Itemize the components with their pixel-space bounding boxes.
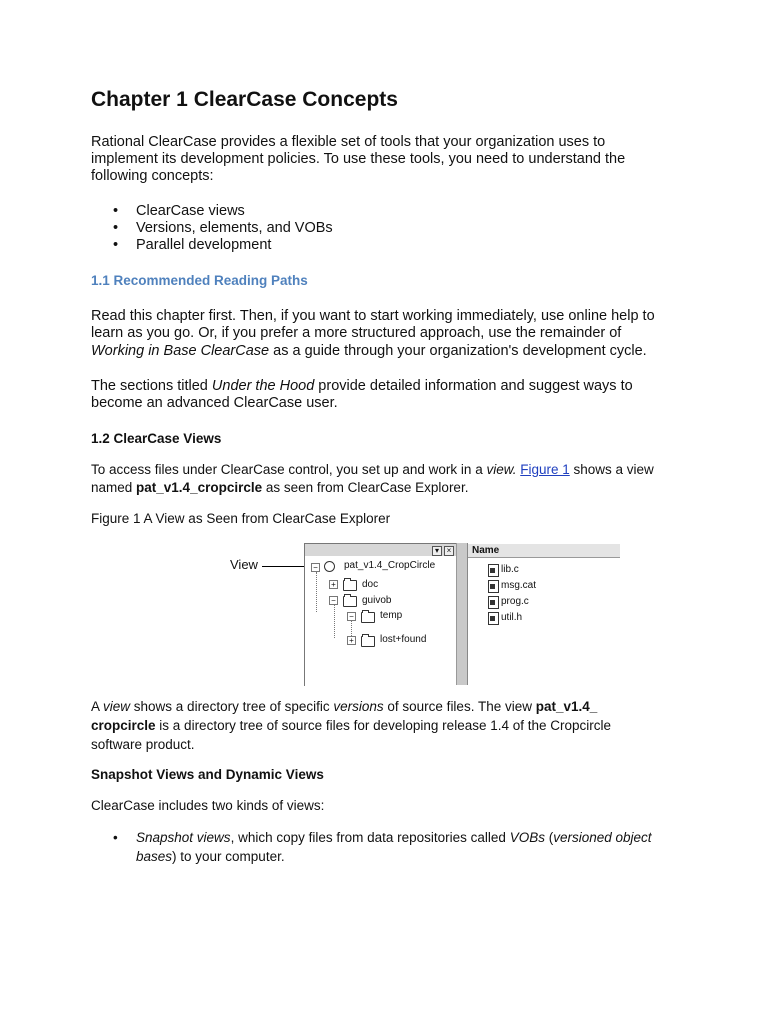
tree-item-lost-found[interactable]: lost+found <box>380 634 427 645</box>
tree-item-temp[interactable]: temp <box>380 610 403 621</box>
reading-paragraph-line-3: Working in Base ClearCase as a guide through your organization's development cycle. <box>91 343 647 359</box>
file-icon <box>488 580 499 593</box>
list-item: • Parallel development <box>91 237 333 254</box>
view-callout-label: View <box>230 557 258 572</box>
folder-icon <box>343 580 357 591</box>
chapter-title: Chapter 1 ClearCase Concepts <box>91 88 398 111</box>
list-item: • Versions, elements, and VOBs <box>91 220 333 237</box>
dropdown-icon[interactable]: ▾ <box>432 546 442 556</box>
snapshot-intro: ClearCase includes two kinds of views: <box>91 798 325 813</box>
view-desc-line-3: software product. <box>91 737 195 752</box>
file-icon <box>488 564 499 577</box>
snapshot-heading: Snapshot Views and Dynamic Views <box>91 767 324 782</box>
collapse-icon[interactable]: − <box>347 612 356 621</box>
collapse-icon[interactable]: − <box>311 563 320 572</box>
intro-line-3: following concepts: <box>91 168 214 184</box>
view-desc-line-2: cropcircle is a directory tree of source files for developing release 1.4 of the Cropcircle <box>91 718 612 733</box>
view-kinds-list <box>91 828 652 866</box>
hood-paragraph-line-1: The sections titled Under the Hood provide detailed information and suggest ways to <box>91 378 633 394</box>
folder-icon <box>361 636 375 647</box>
tree-item-view-root[interactable]: pat_v1.4_CropCircle <box>344 560 436 571</box>
reading-paragraph-line-1: Read this chapter first. Then, if you want to start working immediately, use online help to <box>91 308 655 324</box>
file-item[interactable]: prog.c <box>501 596 529 607</box>
concepts-list <box>91 203 333 254</box>
views-paragraph-line-2: named pat_v1.4_cropcircle as seen from ClearCase Explorer. <box>91 480 469 495</box>
expand-icon[interactable]: + <box>329 580 338 589</box>
reading-paragraph-line-2: learn as you go. Or, if you prefer a more structured approach, use the remainder of <box>91 325 622 341</box>
folder-icon <box>343 596 357 607</box>
file-item[interactable]: lib.c <box>501 564 519 575</box>
file-icon <box>488 612 499 625</box>
intro-line-2: implement its development policies. To use these tools, you need to understand the <box>91 151 626 167</box>
callout-line <box>262 566 308 567</box>
view-icon <box>324 561 335 572</box>
list-item: • Snapshot views, which copy files from data repositories called VOBs (versioned object <box>91 828 652 847</box>
name-column-header[interactable]: Name <box>468 544 620 558</box>
section-heading-1-1: 1.1 Recommended Reading Paths <box>91 273 308 288</box>
tree-line <box>316 572 317 612</box>
hood-italic: Under the Hood <box>211 378 315 394</box>
list-item-continuation: bases) to your computer. <box>136 849 285 864</box>
view-desc-line-1: A view shows a directory tree of specific versions of source files. The view pat_v1.4_ <box>91 699 598 714</box>
close-icon[interactable]: × <box>444 546 454 556</box>
figure-1-link[interactable]: Figure 1 <box>520 462 570 477</box>
tree-line <box>334 604 335 638</box>
file-item[interactable]: msg.cat <box>501 580 537 591</box>
expand-icon[interactable]: + <box>347 636 356 645</box>
figure-caption: Figure 1 A View as Seen from ClearCase Explorer <box>91 511 391 526</box>
hood-paragraph-line-2: become an advanced ClearCase user. <box>91 395 338 411</box>
file-icon <box>488 596 499 609</box>
book-title: Working in Base ClearCase <box>91 343 270 359</box>
views-paragraph-line-1: To access files under ClearCase control, you set up and work in a view. Figure 1 shows a view <box>91 462 654 477</box>
section-heading-1-2: 1.2 ClearCase Views <box>91 431 222 446</box>
intro-line-1: Rational ClearCase provides a flexible set of tools that your organization uses to <box>91 134 606 150</box>
tree-item-doc[interactable]: doc <box>362 579 379 590</box>
file-item[interactable]: util.h <box>501 612 523 623</box>
folder-icon <box>361 612 375 623</box>
tree-item-guivob[interactable]: guivob <box>362 595 392 606</box>
collapse-icon[interactable]: − <box>329 596 338 605</box>
list-item: • ClearCase views <box>91 203 333 220</box>
